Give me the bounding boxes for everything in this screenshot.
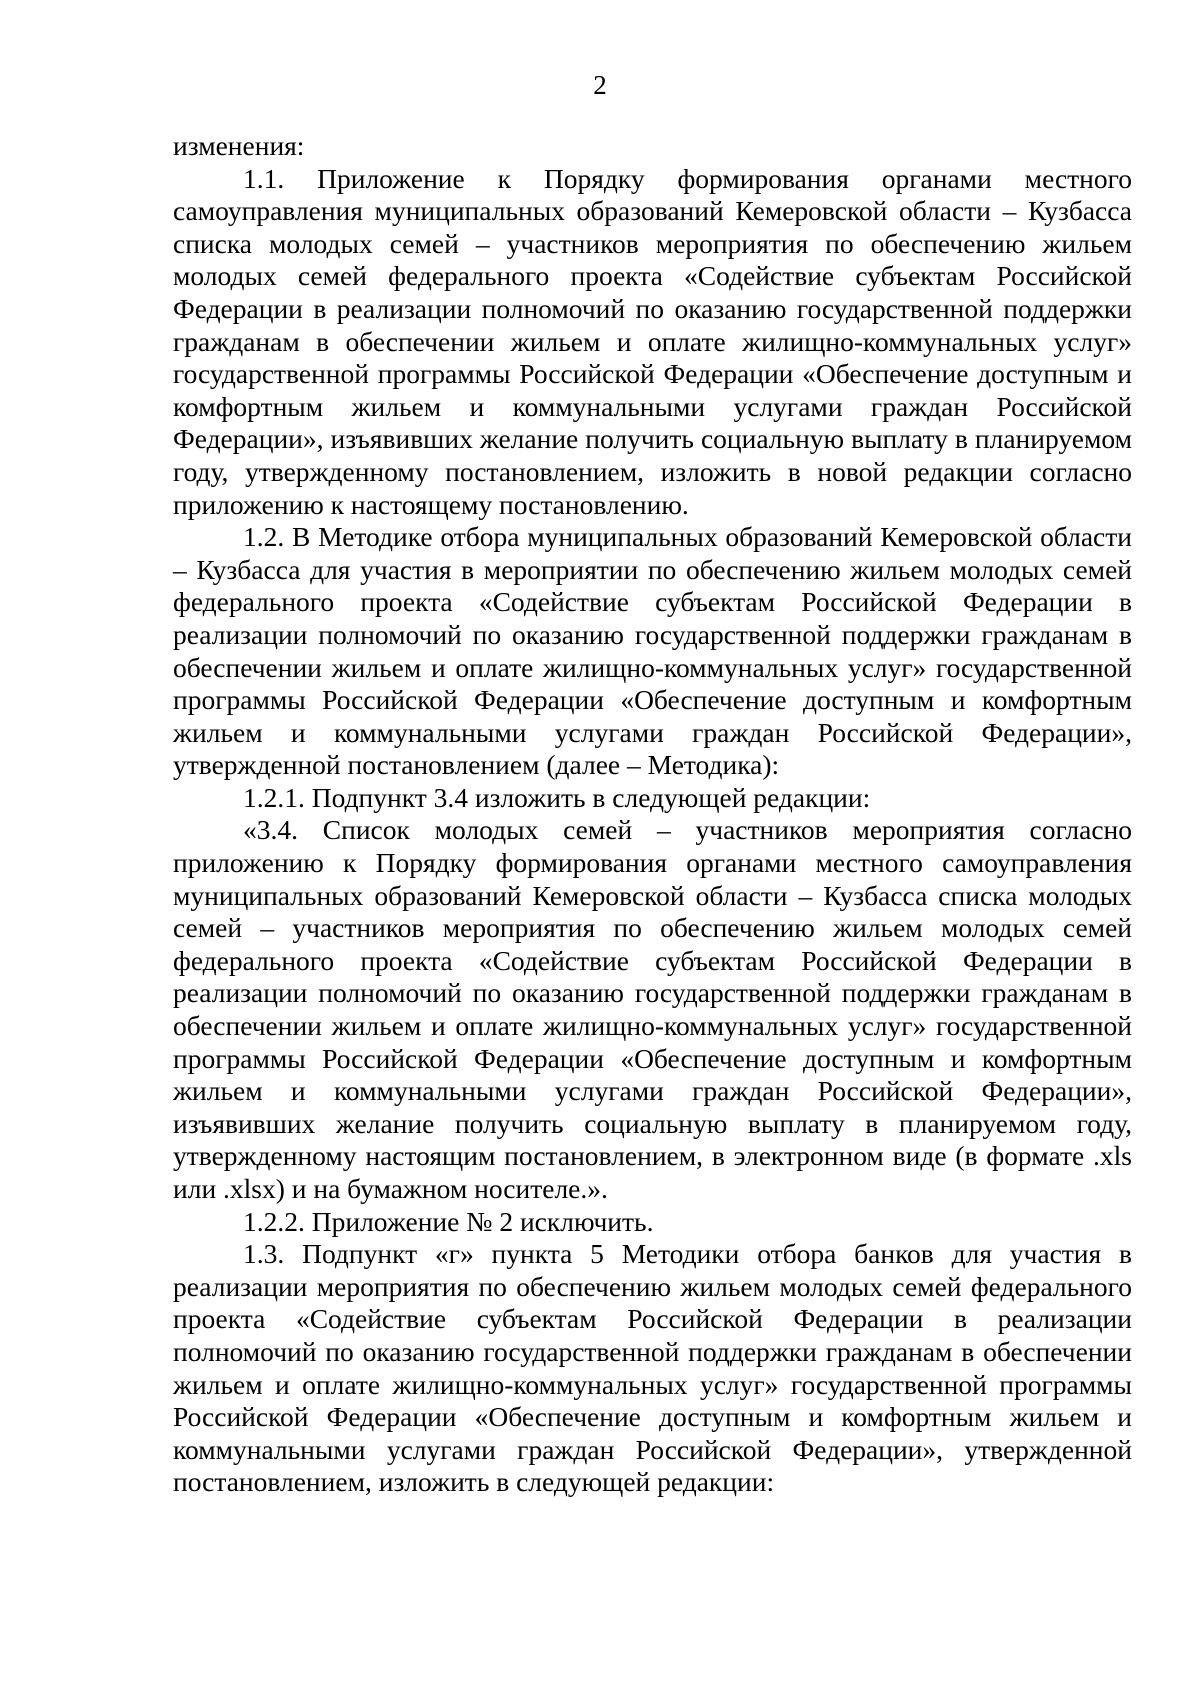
paragraph-1-1: 1.1. Приложение к Порядку формирования органами местного самоуправления муниципальных образований Кемеровской области – Кузбасса списка молодых семей – участников мероприятия по обеспечению жильем молодых семей федерального проекта «Содействие субъектам Российской Федерации в реализации полномочий по оказанию государственной поддержки гражданам в обеспечении жильем и оплате жилищно-коммунальных услуг» государственной программы Российской Федерации «Обеспечение доступным и комфортным жильем и коммунальными услугами граждан Российской Федерации», изъявивших желание получить социальную выплату в планируемом году, утвержденному постановлением, изложить в новой редакции согласно приложению к настоящему постановлению. — [173, 162, 1132, 520]
paragraph-continuation: изменения: — [173, 130, 305, 161]
page-number: 2 — [593, 70, 607, 100]
paragraph-1-3: 1.3. Подпункт «г» пункта 5 Методики отбора банков для участия в реализации мероприятия по обеспечению жильем молодых семей федерального проекта «Содействие субъектам Российской Федерации в реализации полномочий по оказанию государственной поддержки гражданам в обеспечении жильем и оплате жилищно-коммунальных услуг» государственной программы Российской Федерации «Обеспечение доступным и комфортным жильем и коммунальными услугами граждан Российской Федерации», утвержденной постановлением, изложить в следующей редакции: — [173, 1238, 1132, 1498]
document-body — [173, 130, 1132, 1499]
paragraph-1-2-1: 1.2.1. Подпункт 3.4 изложить в следующей редакции: — [243, 781, 871, 813]
paragraph-1-2-2: 1.2.2. Приложение № 2 исключить. — [243, 1205, 654, 1237]
paragraph-1-2: 1.2. В Методике отбора муниципальных образований Кемеровской области – Кузбасса для участия в мероприятии по обеспечению жильем молодых семей федерального проекта «Содействие субъектам Российской Федерации в реализации полномочий по оказанию государственной поддержки гражданам в обеспечении жильем и оплате жилищно-коммунальных услуг» государственной программы Российской Федерации «Обеспечение доступным и комфортным жильем и коммунальными услугами граждан Российской Федерации», утвержденной постановлением (далее – Методика): — [173, 521, 1132, 781]
paragraph-3-4-quote: «3.4. Список молодых семей – участников мероприятия согласно приложению к Порядку формирования органами местного самоуправления муниципальных образований Кемеровской области – Кузбасса списка молодых семей – участников мероприятия по обеспечению жильем молодых семей федерального проекта «Содействие субъектам Российской Федерации в реализации полномочий по оказанию государственной поддержки гражданам в обеспечении жильем и оплате жилищно-коммунальных услуг» государственной программы Российской Федерации «Обеспечение доступным и комфортным жильем и коммунальными услугами граждан Российской Федерации», изъявивших желание получить социальную выплату в планируемом году, утвержденному настоящим постановлением, в электронном виде (в формате .xls или .xlsx) и на бумажном носителе.». — [173, 814, 1132, 1204]
